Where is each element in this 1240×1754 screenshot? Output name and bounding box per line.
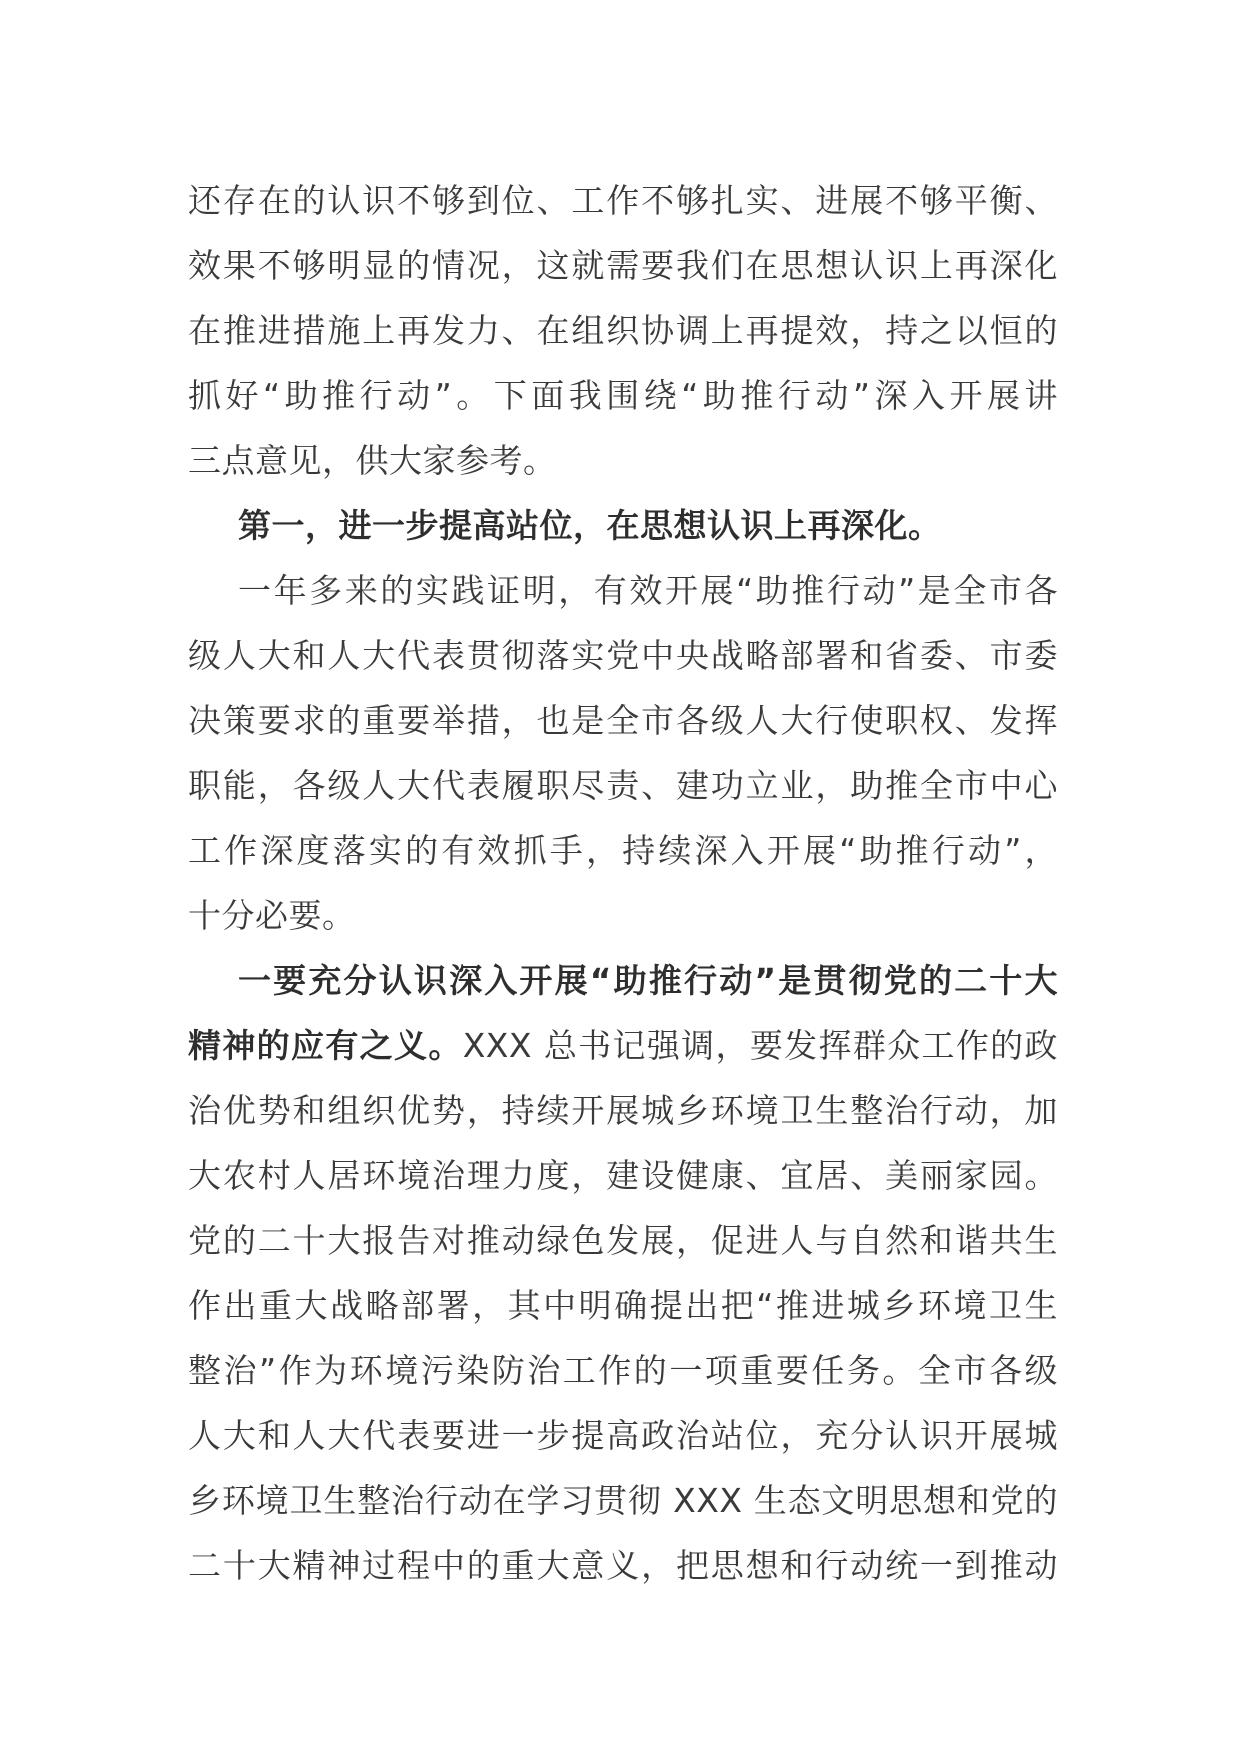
text-line: 在推进措施上再发力、在组织协调上再提效，持之以恒的	[188, 311, 1058, 350]
text-line: 整治”作为环境污染防治工作的一项重要任务。全市各级	[188, 1351, 1058, 1390]
document-body	[188, 168, 1058, 1598]
text-line: 抓好“助推行动”。下面我围绕“助推行动”深入开展讲	[188, 376, 1058, 415]
text-line: 工作深度落实的有效抓手，持续深入开展“助推行动”，	[188, 831, 1058, 870]
text-line: 党的二十大报告对推动绿色发展，促进人与自然和谐共生	[188, 1221, 1058, 1260]
text-line: 人大和人大代表要进一步提高政治站位，充分认识开展城	[188, 1416, 1058, 1455]
text-line: 十分必要。	[188, 896, 356, 935]
subsection-heading-end: 精神的应有之义。	[188, 1026, 463, 1065]
text-line: 还存在的认识不够到位、工作不够扎实、进展不够平衡、	[188, 181, 1058, 220]
text-line: 职能，各级人大代表履职尽责、建功立业，助推全市中心	[188, 766, 1058, 805]
text-line-mixed	[188, 1013, 1058, 1078]
text-line: 乡环境卫生整治行动在学习贯彻 XXX 生态文明思想和党的	[188, 1481, 1058, 1520]
text-line: 作出重大战略部署，其中明确提出把“推进城乡环境卫生	[188, 1286, 1058, 1325]
text-line: 效果不够明显的情况，这就需要我们在思想认识上再深化	[188, 246, 1058, 285]
text-line: 一年多来的实践证明，有效开展“助推行动”是全市各	[238, 571, 1058, 610]
section-heading: 第一，进一步提高站位，在思想认识上再深化。	[238, 506, 942, 545]
text-line: 治优势和组织优势，持续开展城乡环境卫生整治行动，加	[188, 1091, 1058, 1130]
text-fragment: XXX 总书记强调，要发挥群众工作的政	[462, 1026, 1059, 1065]
text-line: 决策要求的重要举措，也是全市各级人大行使职权、发挥	[188, 701, 1058, 740]
text-line: 二十大精神过程中的重大意义，把思想和行动统一到推动	[188, 1546, 1058, 1585]
text-line: 级人大和人大代表贯彻落实党中央战略部署和省委、市委	[188, 636, 1058, 675]
text-line: 大农村人居环境治理力度，建设健康、宜居、美丽家园。	[188, 1156, 1058, 1195]
subsection-heading: 一要充分认识深入开展“助推行动”是贯彻党的二十大	[238, 961, 1058, 1000]
text-line: 三点意见，供大家参考。	[188, 441, 557, 480]
